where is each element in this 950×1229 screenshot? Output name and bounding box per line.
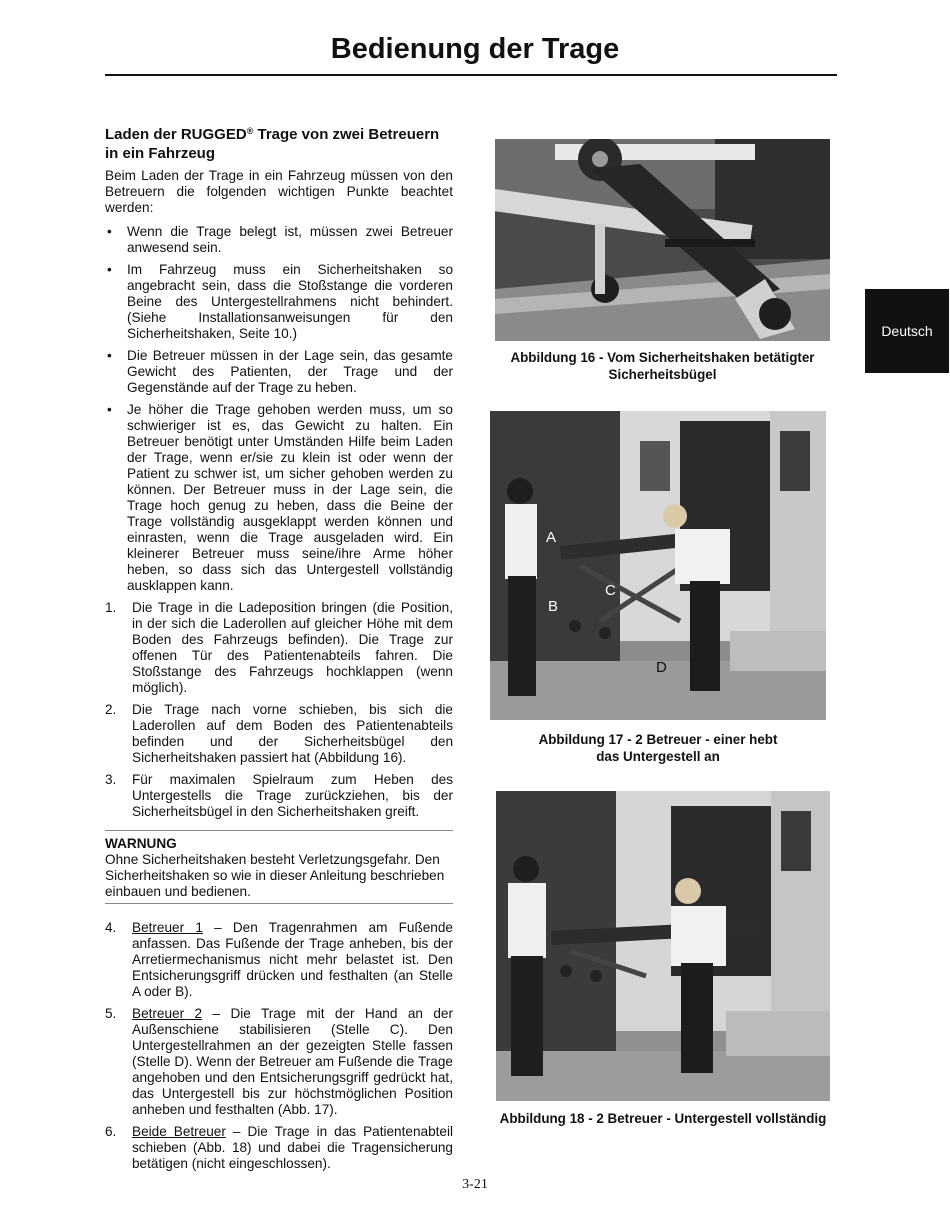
step-item [105, 702, 453, 766]
step-actor: Betreuer 1 [132, 920, 203, 935]
step-number: 2. [105, 702, 117, 717]
step-number: 1. [105, 600, 117, 615]
step-item [105, 1124, 453, 1172]
page-number: 3-21 [462, 1177, 488, 1192]
figure-18-photo [496, 791, 830, 1101]
step-item [105, 772, 453, 820]
bullet-item: • Die Betreuer müssen in der Lage sein, das gesamte Gewicht des Patienten, der Trage und der Gegenstände auf der Trage zu heben. [105, 348, 453, 396]
caption-line: das Untergestell an [596, 749, 720, 764]
step-item [105, 1006, 453, 1118]
step-number: 3. [105, 772, 117, 787]
callout-label-c: C [605, 582, 616, 599]
heading-part-2: Trage von zwei Betreuern in ein Fahrzeug [105, 126, 440, 162]
figure-16-caption [495, 349, 830, 383]
warning-text: Ohne Sicherheitshaken besteht Verletzungsgefahr. Den Sicherheitshaken so wie in dieser Anleitung beschrieben einbauen und bedienen. [105, 852, 445, 899]
step-text: Die Trage in die Ladeposition bringen (die Position, in der sich die Laderollen auf gleicher Höhe mit dem Boden des Fahrzeugs befinden). Die Trage zur offenen Tür des Patientenabteils fahren. Die Stoßstange des Fahrzeugs hochklappen (wenn möglich). [132, 600, 453, 695]
figure-17-caption [490, 731, 826, 765]
stretcher-pushed-in-illustration [496, 791, 830, 1101]
step-text: Den Tragenrahmen am Fußende anfassen. Das Fußende der Trage anheben, bis der Arretiermechanismus nicht mehr belastet ist. Den Entsicherungsgriff drücken und festhalten (an Stelle A oder B). [132, 920, 453, 999]
registered-mark: ® [246, 126, 254, 136]
step-separator: – [202, 920, 233, 935]
language-tab: Deutsch [865, 289, 949, 373]
step-text: Die Trage mit der Hand an der Außenschiene stabilisieren (Stelle C). Den Untergestellrahmen an der gezeigten Stelle fassen (Stelle D). Wenn der Betreuer am Fußende die Trage angehoben und den Entsicherungsgriff gedrückt hat, das Untergestell bis zur höchstmöglichen Position anheben und festhalten (Abb. 17). [132, 1006, 453, 1117]
step-separator: – [225, 1124, 248, 1139]
step-number: 5. [105, 1006, 117, 1021]
caption-line: Abbildung 17 - 2 Betreuer - einer hebt [538, 732, 778, 747]
step-text: Für maximalen Spielraum zum Heben des Untergestells die Trage zurückziehen, bis der Sicherheitsbügel in den Sicherheitshaken greift. [132, 772, 453, 819]
steps-list-1 [105, 600, 453, 820]
caption-line: Sicherheitsbügel [608, 367, 717, 382]
step-item [105, 920, 453, 1000]
steps-list-2 [105, 920, 453, 1172]
instructions-column [105, 122, 453, 1178]
caption-line: Abbildung 16 - Vom Sicherheitshaken betätigter [510, 350, 815, 365]
callout-label-d: D [656, 659, 667, 676]
bullet-item: • Wenn die Trage belegt ist, müssen zwei Betreuer anwesend sein. [105, 224, 453, 256]
title-divider [105, 74, 837, 76]
step-item [105, 600, 453, 696]
step-actor: Beide Betreuer [132, 1124, 226, 1139]
caption-line: Abbildung 18 - 2 Betreuer - Untergestell vollständig [499, 1111, 827, 1126]
intro-paragraph: Beim Laden der Trage in ein Fahrzeug müssen von den Betreuern die folgenden wichtigen Punkte beachtet werden: [105, 168, 453, 215]
stretcher-closeup-illustration [495, 139, 830, 341]
figure-18-caption [486, 1110, 840, 1127]
warning-title: WARNUNG [105, 836, 177, 851]
section-heading [105, 122, 453, 163]
bullet-item: • Im Fahrzeug muss ein Sicherheitshaken so angebracht sein, dass die Stoßstange die vorderen Beine des Untergestellrahmens nicht behindert. (Siehe Installationsanweisungen für den Sicherheitshaken, Seite 10.) [105, 262, 453, 342]
warning-box [105, 830, 453, 904]
heading-part-1: Laden der RUGGED [105, 126, 247, 143]
step-number: 4. [105, 920, 117, 935]
step-number: 6. [105, 1124, 117, 1139]
step-separator: – [202, 1006, 231, 1021]
step-actor: Betreuer 2 [132, 1006, 203, 1021]
step-text: Die Trage in das Patientenabteil schieben (Abb. 18) und dabei die Tragensicherung betätigen (nicht eingeschlossen). [132, 1124, 454, 1171]
page-title: Bedienung der Trage [330, 33, 620, 65]
step-text: Die Trage nach vorne schieben, bis sich die Laderollen auf dem Boden des Patientenabteils befinden und der Sicherheitsbügel den Sicherheitshaken passiert hat (Abbildung 16). [132, 702, 453, 765]
figure-16-photo [495, 139, 830, 341]
bullet-item: • Je höher die Trage gehoben werden muss, um so schwieriger ist es, das Gewicht zu halten. Ein Betreuer benötigt unter Umständen Hilfe beim Laden der Trage, wenn er/sie zu klein ist oder wenn der Patient zu schwer ist, um sicher gehoben werden zu können. Der Betreuer muss in der Lage sein, die Trage hoch genug zu heben, dass die Beine der Trage vollständig ausgeklappt werden können und einrasten, wenn die Trage ausgeladen wird. Ein kleinerer Betreuer muss seine/ihre Arme höher heben, so dass sich das Untergestell vollständig ausklappen kann. [105, 402, 453, 594]
figure-17-photo [490, 411, 826, 720]
callout-label-b: B [548, 598, 559, 615]
bullet-list [105, 224, 453, 594]
callout-label-a: A [546, 529, 557, 546]
